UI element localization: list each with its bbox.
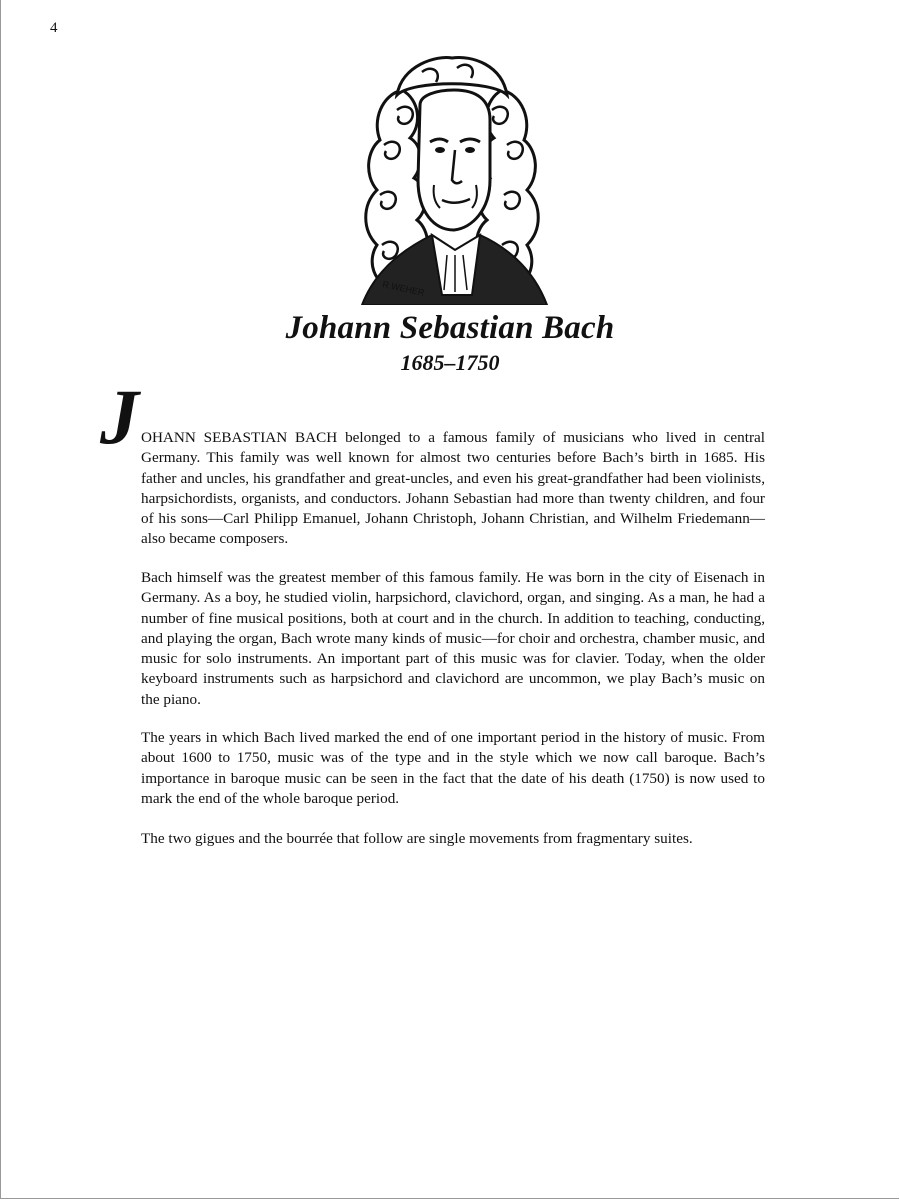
composer-name: Johann Sebastian Bach [285,310,615,346]
portrait-signature: R.WEHER [381,279,426,298]
biography-paragraph-1: OHANN SEBASTIAN BACH belonged to a famous family of musicians who lived in central Germany. This family was well known for almost two centuries before Bach’s birth in 1685. His father and uncles, his grandfather and great-uncles, and even his great-grandfather had been violinists, harpsichordists, organists, and conductors. Johann Sebastian had more than twenty children, and four of his sons—Carl Philipp Emanuel, Johann Christoph, Johann Christian, and Wilhelm Friedemann—also became composers. [141,429,765,548]
biography-paragraph-4: The two gigues and the bourrée that follow are single movements from fragmentary suites. [141,830,693,847]
composer-dates: 1685–1750 [400,350,500,375]
drop-cap-letter: J [100,373,139,460]
biography-paragraph-3: The years in which Bach lived marked the end of one important period in the history of music. From about 1600 to 1750, music was of the type and in the style which we now call baroque. Bach’s importance in baroque music can be seen in the fact that the date of his death (1750) is now used to mark the end of the whole baroque period. [141,729,765,807]
bach-portrait-illustration [342,50,562,305]
biography-paragraph-2: Bach himself was the greatest member of this famous family. He was born in the city of Eisenach in Germany. As a boy, he studied violin, harpsichord, clavichord, organ, and singing. As a man, he had a number of fine musical positions, both at court and in the church. In addition to teaching, conducting, and playing the organ, Bach wrote many kinds of music—for choir and orchestra, chamber music, and music for solo instruments. An important part of this music was for clavier. Today, when the older keyboard instruments such as harpsichord and clavichord are uncommon, we play Bach’s music on the piano. [141,569,765,708]
page-number: 4 [50,20,58,36]
